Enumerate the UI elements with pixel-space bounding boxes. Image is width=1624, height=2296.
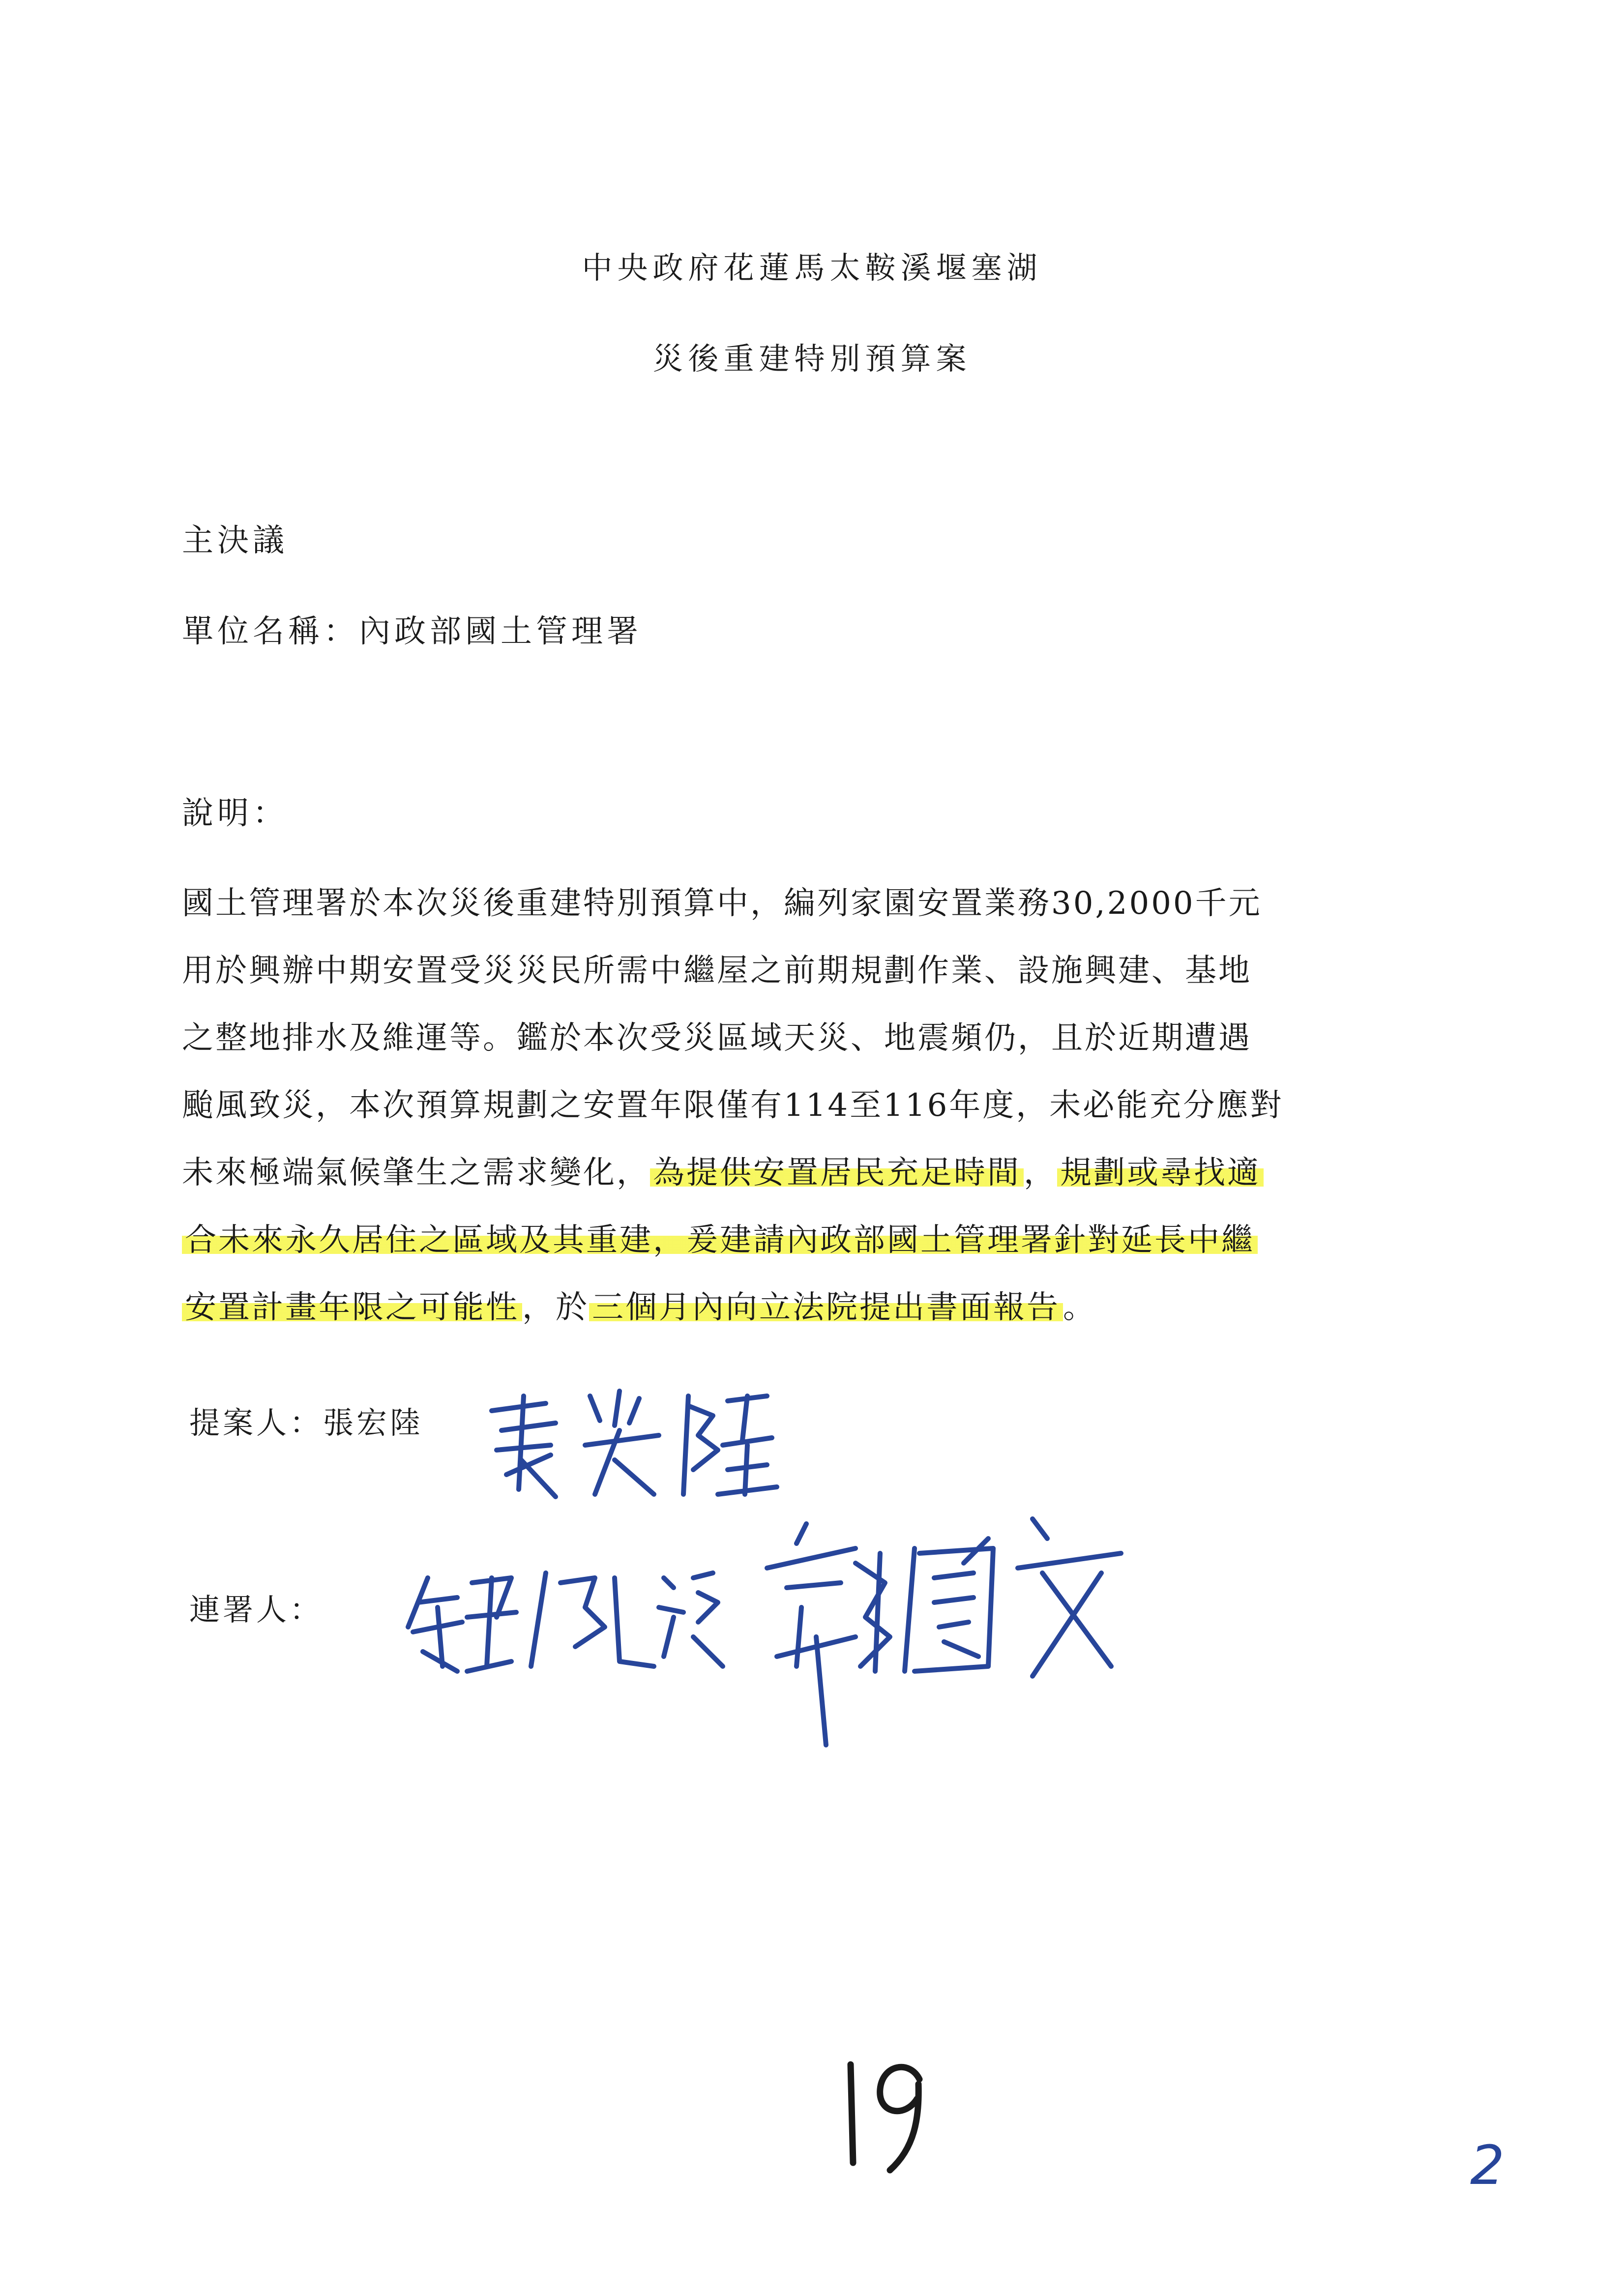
cosigner-signature-2-drawing bbox=[757, 1509, 1136, 1750]
proposer-name: 張宏陸 bbox=[323, 1405, 424, 1441]
paragraph-line bbox=[182, 1274, 1421, 1341]
proposer-signature bbox=[472, 1376, 787, 1504]
paragraph-line: 國土管理署於本次災後重建特別預算中，編列家園安置業務30,2000千元 bbox=[182, 885, 1262, 922]
paragraph-line bbox=[182, 1139, 1421, 1207]
paragraph-line: 之整地排水及維運等。鑑於本次受災區域天災、地震頻仍，且於近期遭遇 bbox=[182, 1020, 1252, 1056]
highlighted-text: 合未來永久居住之區域及其重建，爰建請內政部國土管理署針對延長中繼 bbox=[182, 1222, 1258, 1258]
paragraph-line bbox=[182, 1207, 1421, 1274]
paragraph-text: ， bbox=[1024, 1155, 1057, 1191]
document-title-line2: 災後重建特別預算案 bbox=[652, 341, 972, 377]
paragraph-text: ，於 bbox=[522, 1289, 589, 1326]
highlighted-text: 為提供安置居民充足時間 bbox=[650, 1155, 1024, 1191]
proposer-signature-drawing bbox=[472, 1376, 787, 1504]
handwritten-page-number-drawing bbox=[836, 2050, 934, 2178]
explanation-heading: 說明： bbox=[182, 795, 288, 832]
paragraph-text: 。 bbox=[1063, 1289, 1096, 1326]
highlighted-text: 安置計畫年限之可能性 bbox=[182, 1289, 522, 1326]
cosigner-signature-2 bbox=[757, 1509, 1136, 1750]
corner-number: 2 bbox=[1470, 2134, 1505, 2197]
highlighted-text: 三個月內向立法院提出書面報告 bbox=[589, 1289, 1063, 1326]
unit-label: 單位名稱： bbox=[182, 613, 359, 650]
handwritten-page-number bbox=[836, 2050, 934, 2178]
section-main-resolution: 主決議 bbox=[182, 523, 288, 559]
explanation-paragraph bbox=[182, 870, 1421, 1341]
paragraph-text: 未來極端氣候肇生之需求變化， bbox=[182, 1155, 650, 1191]
cosigner-row bbox=[189, 1590, 323, 1629]
document-title-line1: 中央政府花蓮馬太鞍溪堰塞湖 bbox=[582, 250, 1042, 286]
paragraph-line: 用於興辦中期安置受災災民所需中繼屋之前期規劃作業、設施興建、基地 bbox=[182, 953, 1252, 989]
unit-name: 內政部國土管理署 bbox=[359, 613, 642, 650]
proposer-row bbox=[189, 1403, 423, 1443]
cosigner-label: 連署人： bbox=[189, 1592, 324, 1628]
highlighted-text: 規劃或尋找適 bbox=[1057, 1155, 1264, 1191]
cosigner-signature-1-drawing bbox=[398, 1548, 723, 1676]
unit-row bbox=[182, 612, 642, 651]
paragraph-line: 颱風致災，本次預算規劃之安置年限僅有114至116年度，未必能充分應對 bbox=[182, 1087, 1284, 1124]
cosigner-signature-1 bbox=[398, 1548, 723, 1676]
proposer-label: 提案人： bbox=[189, 1405, 324, 1441]
